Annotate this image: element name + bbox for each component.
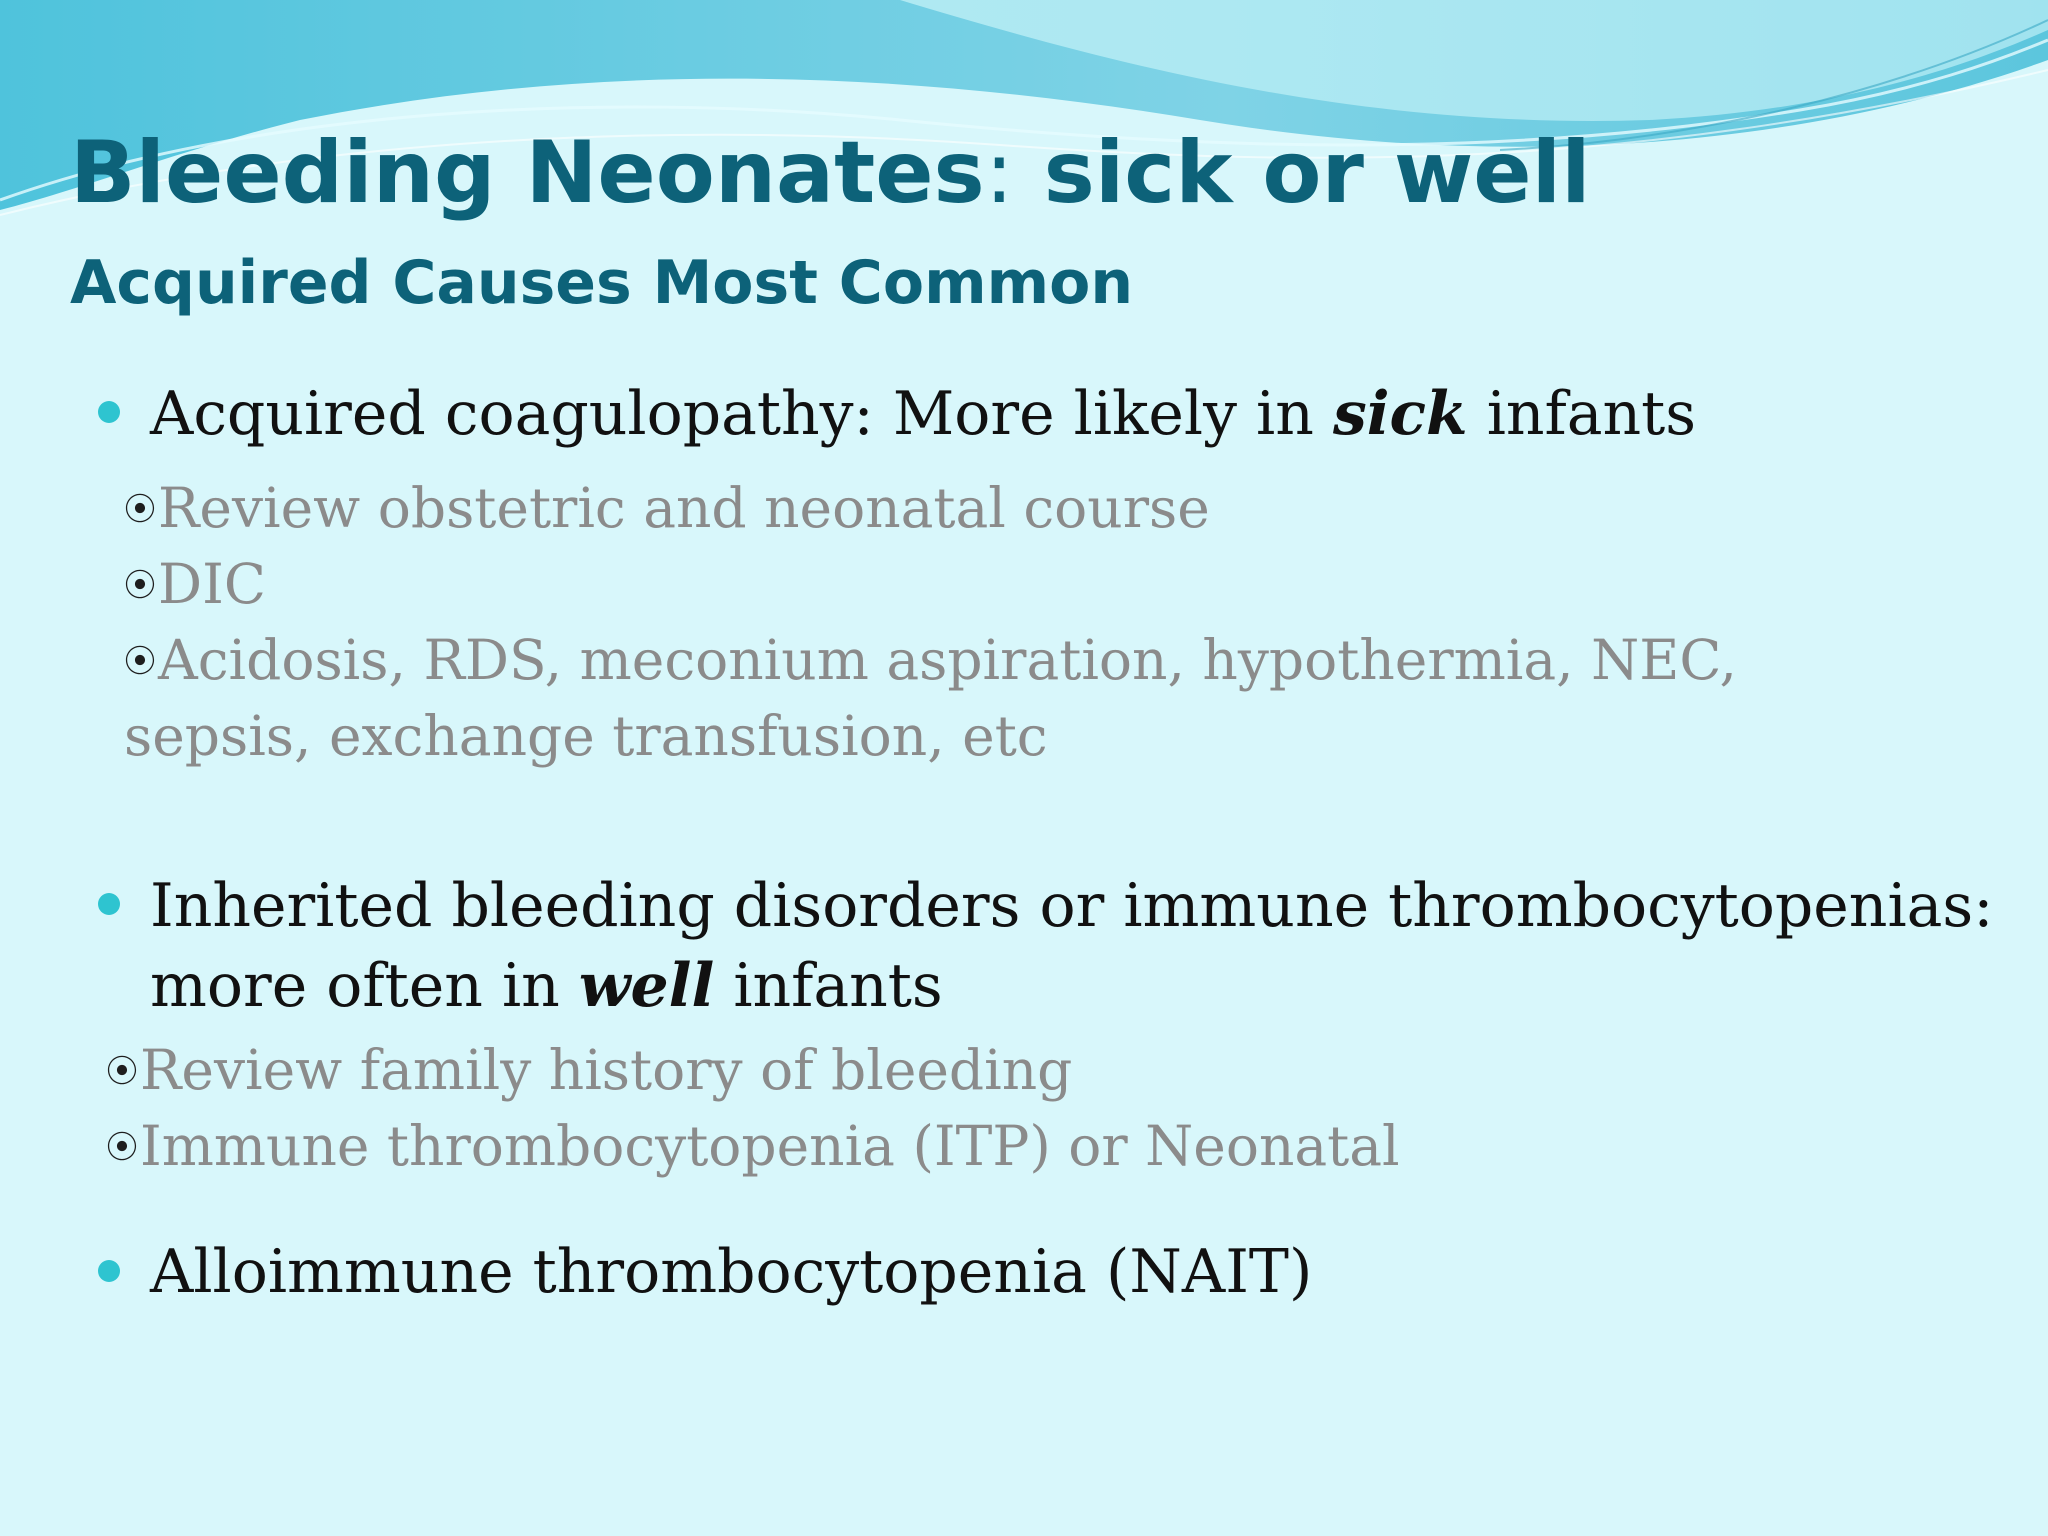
subitem-dic — [124, 546, 266, 627]
subitem-itp — [106, 1108, 1400, 1189]
bullet-inherited-disorders-line2 — [150, 946, 943, 1026]
title-main: Bleeding Neonates — [70, 123, 985, 223]
bullet-2-text-end: infants — [714, 951, 943, 1021]
bullet-nait: Alloimmune thrombocytopenia (NAIT) — [150, 1237, 1313, 1307]
bullet-1-text-end: infants — [1467, 379, 1697, 449]
subitem-obstetric-course — [124, 470, 1210, 551]
bullet-1-text: Acquired coagulopathy: More likely in — [150, 379, 1333, 449]
bullet-dot-icon — [98, 893, 120, 915]
circle-bullet-icon: ⦿ — [124, 566, 157, 604]
bullet-2-text: more often in — [150, 951, 579, 1021]
circle-bullet-icon: ⦿ — [106, 1128, 139, 1166]
subitem-text: DIC — [158, 552, 266, 616]
title-tail: sick or well — [1013, 123, 1591, 223]
bullet-dot-icon — [98, 1260, 120, 1282]
slide-title — [70, 118, 1591, 228]
slide-subtitle: Acquired Causes Most Common — [70, 248, 1134, 318]
circle-bullet-icon: ⦿ — [124, 490, 157, 528]
subitem-acidosis-continuation: sepsis, exchange transfusion, etc — [124, 704, 1048, 768]
title-separator: : — [984, 123, 1014, 223]
bullet-1-emphasis: sick — [1332, 379, 1468, 449]
subitem-text: Immune thrombocytopenia (ITP) or Neonatal — [140, 1114, 1400, 1178]
subitem-text: Acidosis, RDS, meconium aspiration, hypothermia, NEC, — [158, 628, 1737, 692]
bullet-dot-icon — [98, 401, 120, 423]
bullet-inherited-disorders: Inherited bleeding disorders or immune thrombocytopenias: — [150, 871, 1994, 941]
subitem-text: Review family history of bleeding — [140, 1038, 1073, 1102]
bullet-2-emphasis: well — [578, 951, 715, 1021]
circle-bullet-icon: ⦿ — [106, 1052, 139, 1090]
subitem-text: Review obstetric and neonatal course — [158, 476, 1210, 540]
subitem-acidosis — [124, 622, 1737, 703]
circle-bullet-icon: ⦿ — [124, 642, 157, 680]
subitem-family-history — [106, 1032, 1072, 1113]
bullet-acquired-coagulopathy — [150, 374, 1696, 454]
